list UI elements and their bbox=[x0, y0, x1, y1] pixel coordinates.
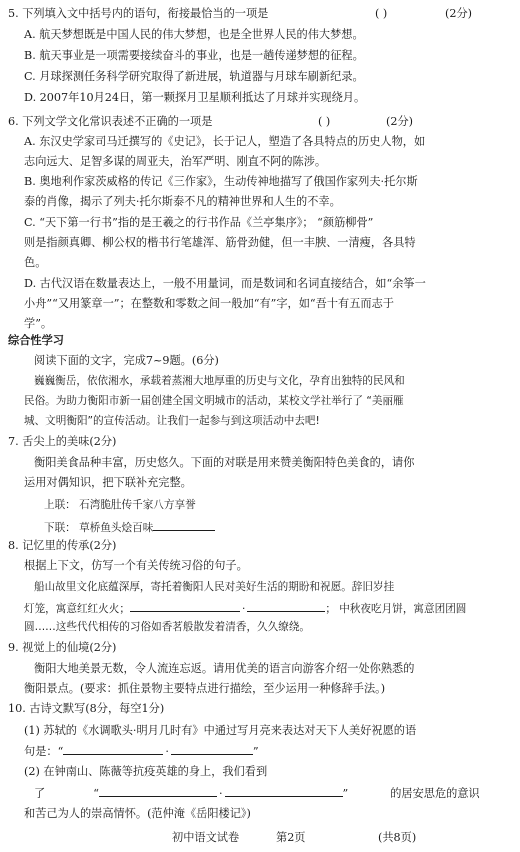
q6-line: 志向远大、足智多谋的周亚夫，治军严明、刚直不阿的陈涉。 bbox=[24, 155, 327, 168]
q6-line: 小舟”“又用篆章一”；在整数和零数之间一般加“有”字，如“吾十有五而志于 bbox=[24, 297, 394, 310]
q6-score: (2分) bbox=[386, 115, 414, 128]
separator-dot: · bbox=[165, 745, 169, 758]
q9-line: 衡阳大地美景无数，令人流连忘返。请用优美的语言向游客介绍一处你熟悉的 bbox=[34, 662, 415, 675]
q6-stem: 6. 下列文学文化常识表述不正确的一项是 bbox=[8, 115, 213, 128]
q6-line: 色。 bbox=[24, 256, 47, 269]
q10-part2-prefix: 了 bbox=[34, 787, 46, 800]
q8-separator-dot: · bbox=[241, 603, 246, 615]
q5-option-c: C. 月球探测任务科学研究取得了新进展，轨道器与月球车刷新纪录。 bbox=[24, 70, 364, 83]
q10-part2-answer-line bbox=[34, 785, 480, 801]
q7-line: 运用对偶知识，把下联补充完整。 bbox=[24, 476, 192, 489]
q8-passage-line: 圆……这些代代相传的习俗如香茗般散发着清香，久久缭绕。 bbox=[24, 621, 311, 633]
q9-title: 9. 视觉上的仙境(2分) bbox=[8, 641, 117, 654]
q5-stem: 5. 下列填入文中括号内的语句，衔接最恰当的一项是 bbox=[8, 7, 269, 20]
q9-line: 衡阳景点。(要求：抓住景物主要特点进行描绘，至少运用一种修辞手法。) bbox=[24, 682, 386, 695]
q5-option-d: D. 2007年10月24日，第一颗探月卫星顺利抵达了月球并实现绕月。 bbox=[24, 91, 366, 104]
q7-lower-couplet-line bbox=[44, 519, 215, 536]
q7-answer-blank[interactable] bbox=[153, 519, 215, 531]
q7-upper-couplet: 上联： 石湾脆肚传千家八方享誉 bbox=[44, 499, 196, 511]
open-quote: “ bbox=[93, 787, 99, 800]
section-passage-line: 民俗。为助力衡阳市新一届创建全国文明城市的活动，某校文学社举行了 “美丽雁 bbox=[24, 395, 404, 407]
close-quote: ” bbox=[252, 745, 259, 758]
q5-stem-line bbox=[8, 6, 268, 21]
q6-line: C. “天下第一行书”指的是王羲之的行书作品《兰亭集序》； “颜筋柳骨” bbox=[24, 216, 374, 229]
q10-blank-2[interactable] bbox=[171, 743, 253, 755]
section-passage-line: 巍巍衡岳，依依湘水，承载着蒸湘大地厚重的历史与文化，孕育出独特的民风和 bbox=[34, 375, 405, 387]
footer-page-number: 第2页 bbox=[276, 831, 306, 844]
q6-line: 学”。 bbox=[24, 317, 53, 330]
q10-part2-line: (2) 在钟南山、陈薇等抗疫英雄的身上，我们看到 bbox=[24, 765, 268, 778]
section-title: 综合性学习 bbox=[8, 333, 64, 347]
q10-title: 10. 古诗文默写(8分，每空1分) bbox=[8, 702, 165, 715]
q10-part1-prefix: 句是： bbox=[24, 745, 58, 758]
q10-part2-line: 和苦己为人的崇高情怀。(范仲淹《岳阳楼记》) bbox=[24, 807, 251, 820]
q8-passage-part: ； 中秋夜吃月饼，寓意团团圆 bbox=[325, 603, 467, 615]
q6-line: B. 奥地利作家茨威格的传记《三作家》，生动传神地描写了俄国作家列夫·托尔斯 bbox=[24, 175, 418, 188]
q7-line: 衡阳美食品种丰富，历史悠久。下面的对联是用来赞美衡阳特色美食的，请你 bbox=[34, 456, 415, 469]
close-quote: ” bbox=[342, 787, 349, 800]
q10-blank-1[interactable] bbox=[63, 743, 163, 755]
q10-part1-answer-line bbox=[24, 743, 259, 759]
q6-answer-paren: ( ) bbox=[318, 115, 331, 128]
q5-score: (2分) bbox=[445, 7, 473, 20]
q10-part2-suffix: 的居安思危的意识 bbox=[390, 787, 480, 800]
q5-answer-paren: ( ) bbox=[375, 7, 388, 20]
q6-line: D. 古代汉语在数量表达上，一般不用量词，而是数词和名词直接结合，如“余筝一 bbox=[24, 277, 426, 290]
q10-part1-line: (1) 苏轼的《水调歌头·明月几时有》中通过写月亮来表达对天下人美好祝愿的语 bbox=[24, 724, 417, 737]
q8-answer-blank-1[interactable] bbox=[130, 600, 240, 612]
q10-blank-3[interactable] bbox=[99, 785, 217, 797]
q8-passage-part: 灯笼，寓意红红火火； bbox=[24, 603, 130, 615]
q6-line: 则是指颜真卿、柳公权的楷书行笔雄浑、筋骨劲健，但一丰腴、一清瘦，各具特 bbox=[24, 236, 416, 249]
footer-total-pages: (共8页) bbox=[378, 831, 417, 844]
footer-exam-name: 初中语文试卷 bbox=[172, 831, 240, 844]
q8-instruction: 根据上下文，仿写一个有关传统习俗的句子。 bbox=[24, 559, 248, 572]
q8-title: 8. 记忆里的传承(2分) bbox=[8, 539, 117, 552]
open-quote: “ bbox=[57, 745, 64, 758]
separator-dot: · bbox=[218, 787, 223, 800]
q6-line: A. 东汉史学家司马迁撰写的《史记》，长于记人，塑造了各具特点的历史人物，如 bbox=[24, 135, 426, 148]
q10-blank-4[interactable] bbox=[225, 785, 343, 797]
q5-option-a: A. 航天梦想既是中国人民的伟大梦想，也是全世界人民的伟大梦想。 bbox=[24, 28, 364, 41]
q8-passage-line: 船山故里文化底蕴深厚，寄托着衡阳人民对美好生活的期盼和祝愿。辞旧岁挂 bbox=[34, 581, 395, 593]
q8-answer-blank-2[interactable] bbox=[247, 600, 325, 612]
section-intro: 阅读下面的文字，完成7~9题。(6分) bbox=[34, 354, 219, 367]
q7-title: 7. 舌尖上的美味(2分) bbox=[8, 435, 117, 448]
q8-passage-line-2 bbox=[24, 600, 466, 617]
q7-lower-couplet: 下联： 草桥鱼头烩百味 bbox=[44, 522, 154, 534]
q6-line: 泰的肖像，揭示了列夫·托尔斯泰不凡的精神世界和人生的不幸。 bbox=[24, 195, 341, 208]
section-passage-line: 城、文明衡阳”的宣传活动。让我们一起参与到这项活动中去吧! bbox=[24, 415, 320, 427]
q5-option-b: B. 航天事业是一项需要接续奋斗的事业，也是一趟传递梦想的征程。 bbox=[24, 49, 364, 62]
